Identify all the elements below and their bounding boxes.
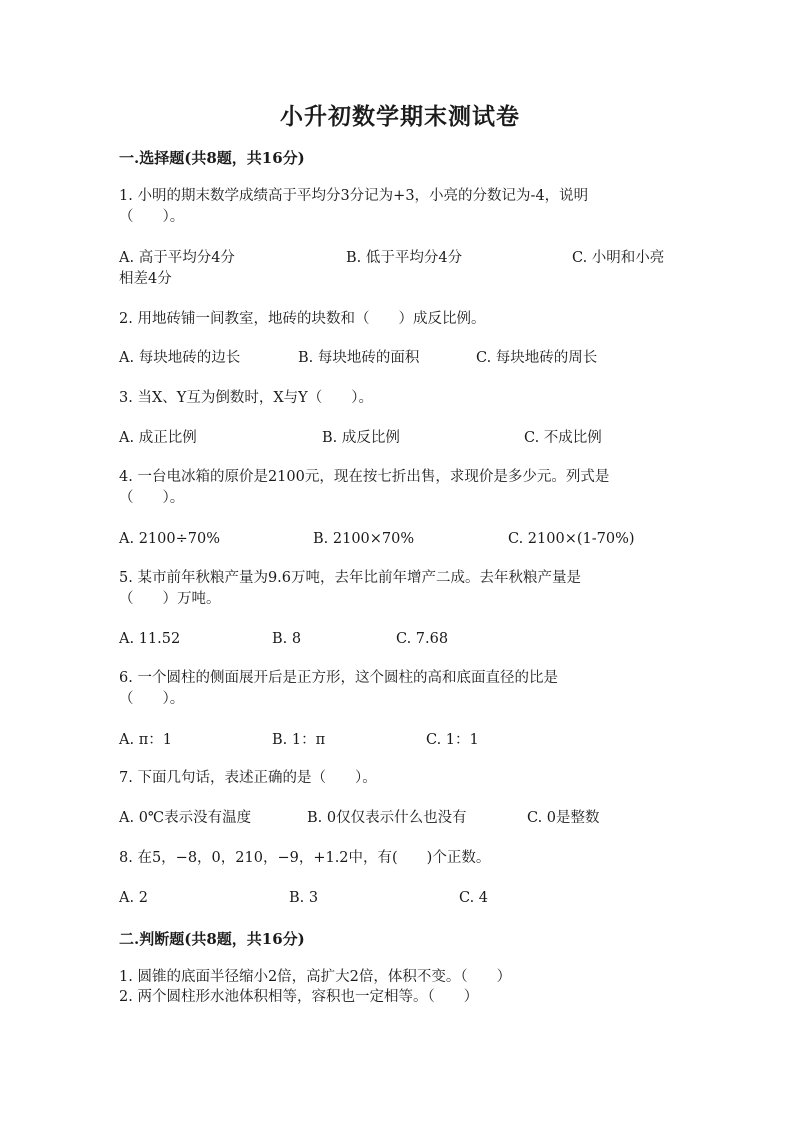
- page-title: 小升初数学期末测试卷: [280, 103, 520, 130]
- question-1-option-c: C. 小明和小亮: [572, 250, 665, 266]
- question-3-option-b: B. 成反比例: [322, 430, 400, 446]
- question-6-option-c: C. 1：1: [426, 732, 479, 748]
- judgment-1: 1. 圆锥的底面半径缩小2倍，高扩大2倍，体积不变。（ ）: [119, 969, 512, 985]
- question-2-stem: 2. 用地砖铺一间教室，地砖的块数和（ ）成反比例。: [119, 311, 486, 327]
- question-6-option-a: A. π：1: [119, 732, 172, 748]
- question-2-option-c: C. 每块地砖的周长: [476, 350, 598, 366]
- question-1-option-a: A. 高于平均分4分: [119, 250, 235, 266]
- question-2-option-b: B. 每块地砖的面积: [298, 350, 420, 366]
- question-5-stem-line-2: （ ）万吨。: [119, 591, 221, 607]
- section-heading-judgment: 二.判断题(共8题，共16分): [119, 930, 305, 948]
- judgment-2: 2. 两个圆柱形水池体积相等，容积也一定相等。（ ）: [119, 989, 479, 1005]
- question-4-option-c: C. 2100×(1-70%): [508, 531, 635, 547]
- question-7-option-a: A. 0℃表示没有温度: [119, 810, 252, 826]
- question-4-option-b: B. 2100×70%: [313, 531, 415, 547]
- question-8-option-a: A. 2: [119, 890, 148, 906]
- question-5-stem-line-1: 5. 某市前年秋粮产量为9.6万吨，去年比前年增产二成。去年秋粮产量是: [119, 570, 582, 586]
- question-6-option-b: B. 1：π: [272, 732, 326, 748]
- question-3-option-c: C. 不成比例: [524, 430, 602, 446]
- question-7-stem: 7. 下面几句话，表述正确的是（ ）。: [119, 770, 377, 786]
- question-1-stem-line-1: 1. 小明的期末数学成绩高于平均分3分记为+3，小亮的分数记为-4，说明: [119, 188, 589, 204]
- question-6-stem-line-1: 6. 一个圆柱的侧面展开后是正方形，这个圆柱的高和底面直径的比是: [119, 670, 558, 686]
- question-2-option-a: A. 每块地砖的边长: [119, 350, 241, 366]
- question-1-option-c-cont: 相差4分: [119, 271, 172, 287]
- question-8-option-b: B. 3: [289, 890, 319, 906]
- question-4-stem-line-2: （ ）。: [119, 490, 185, 506]
- question-8-option-c: C. 4: [459, 890, 489, 906]
- question-1-option-b: B. 低于平均分4分: [346, 250, 463, 266]
- question-5-option-c: C. 7.68: [396, 631, 449, 647]
- question-3-option-a: A. 成正比例: [119, 430, 197, 446]
- question-5-option-b: B. 8: [272, 631, 302, 647]
- question-5-option-a: A. 11.52: [119, 631, 181, 647]
- question-4-option-a: A. 2100÷70%: [119, 531, 220, 547]
- section-heading-choice: 一.选择题(共8题，共16分): [119, 149, 305, 167]
- question-7-option-c: C. 0是整数: [527, 810, 600, 826]
- question-4-stem-line-1: 4. 一台电冰箱的原价是2100元，现在按七折出售，求现价是多少元。列式是: [119, 469, 610, 485]
- question-8-stem: 8. 在5，−8，0，210，−9，+1.2中，有( )个正数。: [119, 850, 491, 866]
- question-6-stem-line-2: （ ）。: [119, 691, 185, 707]
- question-1-stem-line-2: （ ）。: [119, 209, 185, 225]
- question-7-option-b: B. 0仅仅表示什么也没有: [307, 810, 467, 826]
- question-3-stem: 3. 当X、Y互为倒数时，X与Y（ ）。: [119, 390, 373, 406]
